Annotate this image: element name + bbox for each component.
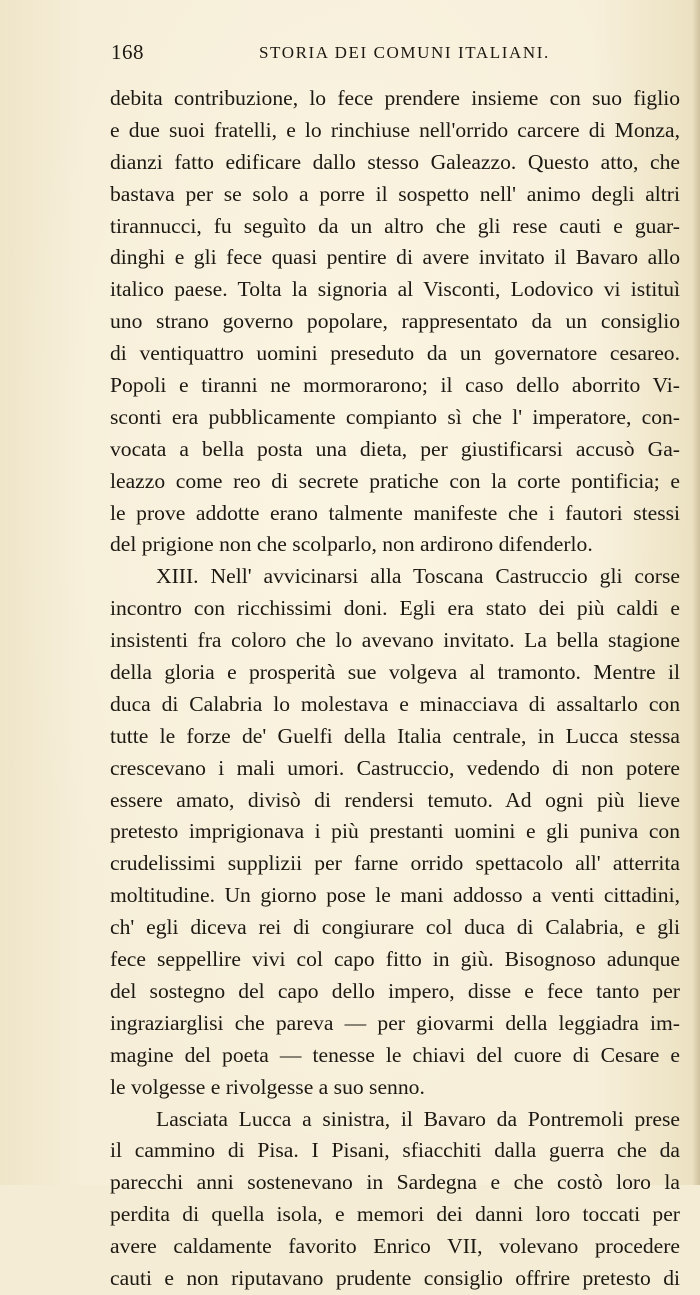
text-line: parecchi anni sostenevano in Sardegna e che costò loro la	[110, 1170, 680, 1195]
text-line: moltitudine. Un giorno pose le mani addosso a venti cittadini,	[110, 883, 680, 908]
running-header	[111, 40, 681, 70]
running-title: STORIA DEI COMUNI ITALIANI.	[259, 43, 550, 62]
text-line: ch' egli diceva rei di congiurare col duca di Calabria, e gli	[110, 915, 680, 940]
text-line: XIII. Nell' avvicinarsi alla Toscana Castruccio gli corse	[156, 564, 680, 589]
text-line: uno strano governo popolare, rappresentato da un consiglio	[110, 309, 680, 334]
text-line: del sostegno del capo dello impero, disse e fece tanto per	[110, 978, 680, 1003]
text-line: pretesto imprigionava i più prestanti uomini e gli puniva con	[110, 819, 680, 844]
page-edge-shadow	[692, 0, 700, 1185]
page-number: 168	[111, 40, 144, 64]
text-line: incontro con ricchissimi doni. Egli era stato dei più caldi e	[110, 596, 680, 621]
text-line: le volgesse e rivolgesse a suo senno.	[110, 1074, 425, 1099]
text-line: tirannucci, fu seguìto da un altro che gli rese cauti e guar-	[110, 213, 680, 238]
text-line: il cammino di Pisa. I Pisani, sfiacchiti dalla guerra che da	[110, 1138, 680, 1163]
text-line: avere caldamente favorito Enrico VII, volevano procedere	[110, 1234, 680, 1259]
text-line: sconti era pubblicamente compianto sì che l' imperatore, con-	[110, 404, 680, 429]
text-line: crescevano i mali umori. Castruccio, vedendo di non potere	[110, 755, 680, 780]
text-line: debita contribuzione, lo fece prendere insieme con suo figlio	[110, 86, 680, 110]
text-line: perdita di quella isola, e memori dei danni loro toccati per	[110, 1202, 680, 1227]
text-line: cauti e non riputavano prudente consiglio offrire pretesto di	[110, 1265, 680, 1290]
text-line: vocata a bella posta una dieta, per giustificarsi accusò Ga-	[110, 436, 680, 461]
text-line: di ventiquattro uomini preseduto da un governatore cesareo.	[110, 341, 680, 366]
text-line: magine del poeta — tenesse le chiavi del cuore di Cesare e	[110, 1042, 680, 1067]
text-line: leazzo come reo di secrete pratiche con la corte pontificia; e	[110, 468, 680, 493]
text-line: dianzi fatto edificare dallo stesso Galeazzo. Questo atto, che	[110, 149, 680, 174]
text-line: e due suoi fratelli, e lo rinchiuse nell'orrido carcere di Monza,	[110, 117, 680, 142]
text-line: insistenti fra coloro che lo avevano invitato. La bella stagione	[110, 628, 680, 653]
text-line: le prove addotte erano talmente manifeste che i fautori stessi	[110, 500, 680, 525]
body-text	[110, 83, 680, 1295]
text-line: duca di Calabria lo molestava e minacciava di assaltarlo con	[110, 691, 680, 716]
text-line: del prigione non che scolparlo, non ardirono difenderlo.	[110, 532, 593, 557]
text-line: Lasciata Lucca a sinistra, il Bavaro da Pontremoli prese	[156, 1106, 680, 1131]
text-line: della gloria e prosperità sue volgeva al tramonto. Mentre il	[110, 660, 680, 685]
text-line: crudelissimi supplizii per farne orrido spettacolo all' atterrita	[110, 851, 680, 876]
text-line: italico paese. Tolta la signoria al Visconti, Lodovico vi istituì	[110, 277, 680, 302]
text-line: essere amato, divisò di rendersi temuto. Ad ogni più lieve	[110, 787, 680, 812]
text-line: bastava per se solo a porre il sospetto nell' animo degli altri	[110, 181, 680, 206]
text-line: tutte le forze de' Guelfi della Italia centrale, in Lucca stessa	[110, 723, 680, 748]
text-line: fece seppellire vivi col capo fitto in giù. Bisognoso adunque	[110, 947, 680, 972]
text-line: Popoli e tiranni ne mormorarono; il caso dello aborrito Vi-	[110, 373, 680, 398]
text-line: ingraziarglisi che pareva — per giovarmi della leggiadra im-	[110, 1010, 680, 1035]
text-line: dinghi e gli fece quasi pentire di avere invitato il Bavaro allo	[110, 245, 680, 270]
